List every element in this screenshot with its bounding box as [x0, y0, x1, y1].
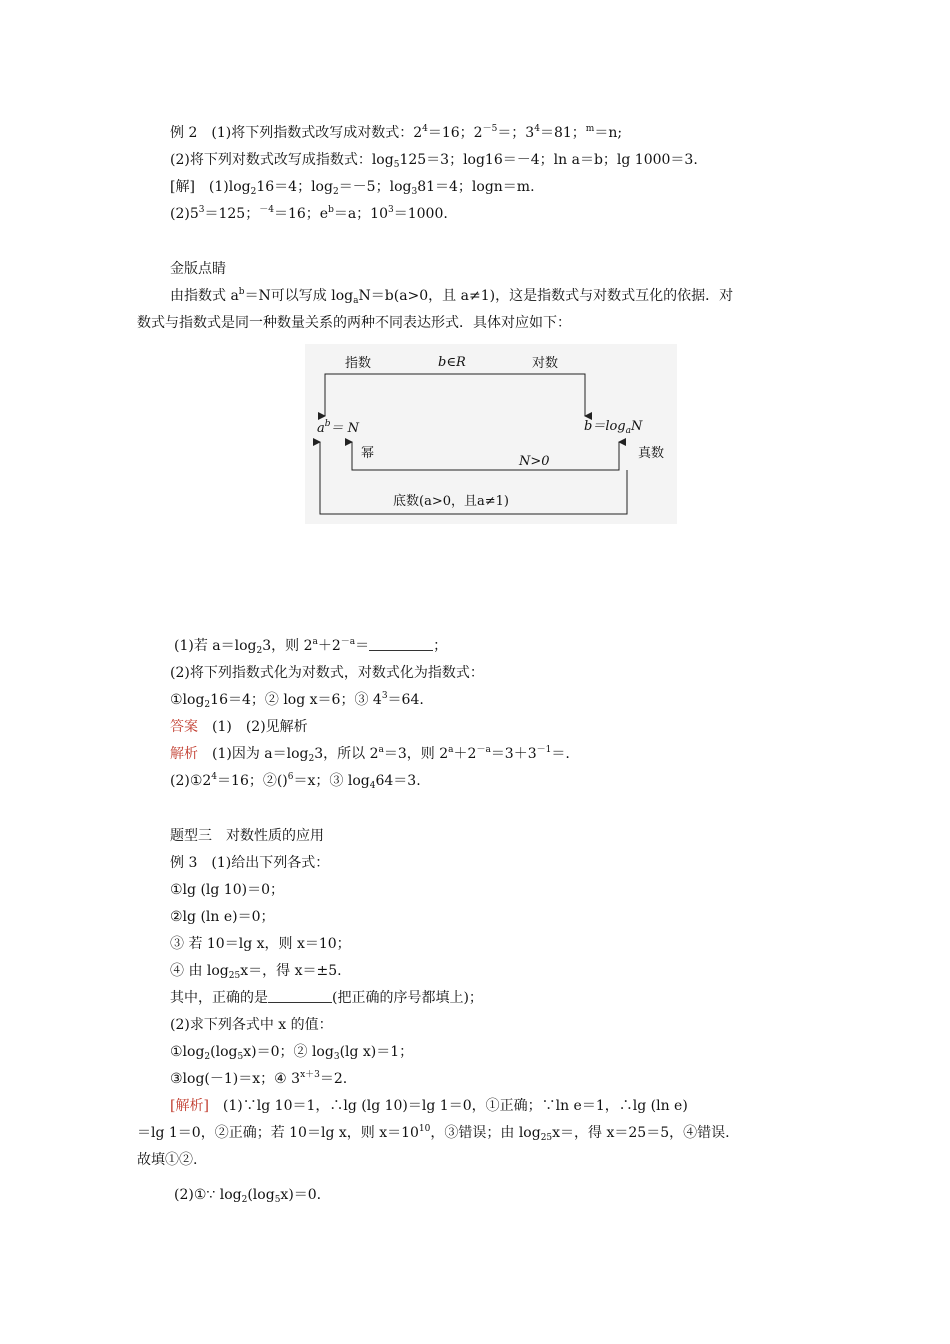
label-n-positive: N>0 [519, 454, 550, 469]
ex3-part-2: (2)求下列各式中 x 的值： [170, 1017, 333, 1033]
answer-tag: 答案 [170, 719, 198, 735]
ex3-line: 例 3 (1)给出下列各式： [170, 855, 330, 871]
practice-line-3: $①\log_216=4$；② log x＝6；③ $4^3=64$. [170, 691, 424, 710]
label-zhishu: 指数 [345, 356, 372, 371]
ex3-eq-2: ③log(－1)＝x；④ $3^{x+3}=2$. [170, 1070, 348, 1087]
answer-blank [268, 990, 332, 1003]
exponent-log-diagram [305, 344, 677, 524]
ex2-line-1: 例 2 (1)将下列指数式改写成对数式：$2^4=16$；$2^{-5}=$；$3^4=81$；$^m$＝n; [170, 124, 623, 141]
label-log-form: $b=\log_aN$ [584, 419, 643, 436]
analysis-tag: 解析 [170, 746, 198, 762]
ex2-solution-1: [解] $(1)\log_216=4$；$\log_2=-5$；$\log_381=4$；logn＝m. [170, 179, 535, 197]
practice-analysis-1: 解析 (1)因为 $a=\log_23$，所以 $2^a=3$，则 $2^a+2^{-a}=3+3^{-1}=$. [170, 745, 570, 764]
practice-line-1: (1)若 $a=\log_23$，则 $2^a+2^{-a}=$ ； [174, 637, 448, 656]
practice-line-2: (2)将下列指数式化为对数式，对数式化为指数式： [170, 665, 484, 681]
ex2-solution-2: $(2)5^3=125$；$^{-4}$＝16；$e^b=a$；$10^3=1000$. [170, 205, 448, 222]
ex3-solution-1: [解析] (1)∵lg 10＝1，∴lg (lg 10)＝lg 1＝0，①正确；∵ln e＝1，∴lg (ln e) [170, 1098, 688, 1114]
ex3-solution-2: ＝lg 1＝0，②正确；若 10＝lg x，则 $x=10^{10}$，③错误；由 $\log_{25}x=$，得 x＝25＝5，④错误. [137, 1124, 730, 1143]
label-b-in-r: b∈R [438, 355, 466, 370]
solution-tag: [解析] [170, 1098, 209, 1114]
topic3-title: 题型三 对数性质的应用 [170, 828, 324, 844]
practice-analysis-2: $(2)①2^4=16$；②()$^6$＝x；③ $\log_464=3$. [170, 772, 421, 791]
tips-paragraph-1: 由指数式 $a^b=N$可以写成 $\log_aN=b(a>0$，且 a≠1)，这是指数式与对数式互化的依据．对 [170, 287, 734, 306]
ex3-item-1: ①lg (lg 10)＝0； [170, 882, 284, 898]
label-duishu: 对数 [532, 356, 559, 371]
ex3-item-2: ②lg (ln e)＝0； [170, 909, 275, 925]
answer-blank [369, 638, 433, 651]
label-power-form: $a^b= N$ [317, 419, 360, 436]
label-dishu: 底数(a>0，且a≠1) [393, 494, 509, 509]
label-zhenshu: 真数 [638, 446, 665, 461]
tips-paragraph-2: 数式与指数式是同一种数量关系的两种不同表达形式．具体对应如下： [137, 315, 571, 331]
practice-answer: 答案 (1) (2)见解析 [170, 719, 308, 735]
label-mi: 幂 [361, 446, 375, 461]
ex3-item-3: ③ 若 10＝lg x，则 x＝10； [170, 936, 351, 952]
ex3-eq-1: $①\log_2(\log_5x)=0$；② $\log_3(\lg$ x)＝1； [170, 1044, 414, 1062]
ex3-solution-3: 故填①②. [137, 1152, 198, 1168]
ex3-solution-4: (2)①∵ $\log_2(\log_5x)=0$. [174, 1187, 322, 1205]
ex3-item-4: ④ 由 $\log_{25}x=$，得 x＝±5. [170, 963, 342, 981]
ex3-question: 其中，正确的是 (把正确的序号都填上)； [170, 990, 483, 1006]
tips-title: 金版点睛 [170, 261, 226, 277]
ex2-line-2: (2)将下列对数式改写成指数式：$\log_5125=3$；log16＝－4；ln a＝b；lg 1000＝3. [170, 152, 698, 170]
